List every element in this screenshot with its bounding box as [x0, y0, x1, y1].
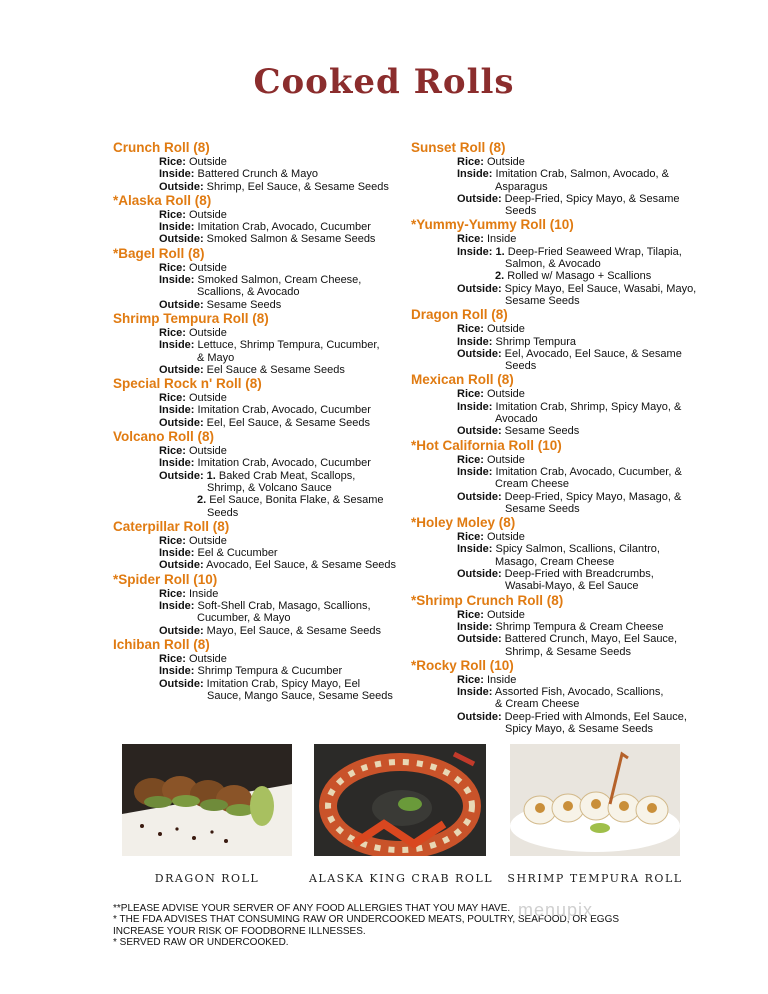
- roll-detail-line: [411, 556, 721, 568]
- detail-label: Outside:: [159, 416, 204, 429]
- detail-label: Inside:: [457, 620, 493, 633]
- roll-detail-line: [113, 352, 413, 364]
- detail-text: Inside: [483, 673, 517, 686]
- footnote-line: * THE FDA ADVISES THAT CONSUMING RAW OR UNDERCOOKED MEATS, POULTRY, SEAFOOD, OR EGGS: [113, 914, 620, 926]
- detail-label: Outside:: [457, 710, 502, 723]
- roll-detail-line: [411, 633, 721, 645]
- roll-detail-line: [411, 270, 721, 282]
- footnote-line: * SERVED RAW OR UNDERCOOKED.: [113, 936, 289, 948]
- roll-detail-line: [113, 209, 413, 221]
- detail-text: Baked Crab Meat, Scallops,: [215, 469, 356, 482]
- roll-name: *Spider Roll (10): [113, 571, 218, 587]
- roll-detail-line: [113, 588, 413, 600]
- detail-label: Outside:: [457, 192, 502, 205]
- roll-detail-line: [113, 612, 413, 624]
- roll-detail-line: [411, 323, 721, 335]
- detail-text: Sesame Seeds: [501, 425, 580, 438]
- menu-item: [113, 193, 413, 246]
- menu-item: [113, 311, 413, 376]
- roll-detail-line: [411, 258, 721, 270]
- roll-detail-line: [411, 531, 721, 543]
- roll-detail-line: [113, 457, 413, 469]
- detail-label: Inside:: [159, 221, 195, 234]
- roll-detail-line: [411, 425, 721, 437]
- footnote-line: INCREASE YOUR RISK OF FOODBORNE ILLNESSES.: [113, 925, 366, 937]
- menu-item: [411, 217, 721, 307]
- roll-name: *Rocky Roll (10): [411, 657, 514, 673]
- detail-label: Rice:: [159, 261, 186, 274]
- detail-text: Deep-Fried Seaweed Wrap, Tilapia,: [504, 245, 682, 258]
- menu-item: [411, 593, 721, 658]
- detail-label: Outside: 1.: [159, 469, 216, 482]
- detail-text: Seeds: [505, 205, 537, 218]
- detail-text: Spicy Mayo, & Sesame Seeds: [505, 722, 653, 735]
- roll-name: *Bagel Roll (8): [113, 245, 205, 261]
- left-roll-column: [113, 140, 413, 702]
- detail-text: Smoked Salmon, Cream Cheese,: [194, 274, 362, 287]
- detail-text: Outside: [483, 608, 525, 621]
- roll-name: Volcano Roll (8): [113, 429, 215, 445]
- detail-label: Inside: 1.: [457, 245, 505, 258]
- menu-item: [113, 246, 413, 311]
- roll-detail-line: [113, 168, 413, 180]
- detail-label: Rice:: [159, 445, 186, 458]
- detail-label: Rice:: [457, 323, 484, 336]
- roll-detail-line: [411, 360, 721, 372]
- detail-text: Cream Cheese: [495, 478, 569, 491]
- detail-label: Outside:: [159, 180, 204, 193]
- detail-label: Rice:: [457, 233, 484, 246]
- roll-detail-line: [113, 470, 413, 482]
- detail-label: Inside:: [159, 274, 195, 287]
- menu-item: [411, 438, 721, 515]
- detail-label: Inside:: [159, 168, 195, 181]
- detail-label: Inside:: [457, 543, 493, 556]
- detail-text: Spicy Salmon, Scallions, Cilantro,: [492, 543, 660, 556]
- roll-detail-line: [411, 283, 721, 295]
- detail-text: Eel, Eel Sauce, & Sesame Seeds: [203, 416, 370, 429]
- roll-detail-line: [113, 392, 413, 404]
- roll-detail-line: [411, 478, 721, 490]
- detail-label: Rice:: [159, 534, 186, 547]
- photo-caption-shrimp-tempura-roll: SHRIMP TEMPURA ROLL: [507, 872, 683, 885]
- detail-label: Outside:: [159, 363, 204, 376]
- detail-text: Inside: [185, 587, 219, 600]
- detail-label: Rice:: [457, 531, 484, 544]
- shrimp-tempura-roll-photo: [510, 744, 680, 856]
- roll-detail-line: [411, 646, 721, 658]
- detail-text: Imitation Crab, Spicy Mayo, Eel: [203, 677, 361, 690]
- detail-text: Asparagus: [495, 180, 548, 193]
- roll-name: *Alaska Roll (8): [113, 192, 212, 208]
- detail-text: Outside: [185, 534, 227, 547]
- menu-item: [113, 572, 413, 637]
- detail-label: Rice:: [457, 156, 484, 168]
- roll-detail-line: [113, 653, 413, 665]
- detail-text: Sauce, Mango Sauce, Sesame Seeds: [207, 689, 393, 702]
- roll-name: Dragon Roll (8): [411, 307, 508, 323]
- detail-text: Shrimp Tempura & Cucumber: [194, 665, 343, 678]
- roll-detail-line: [411, 181, 721, 193]
- detail-text: & Cream Cheese: [495, 698, 580, 711]
- roll-name: Sunset Roll (8): [411, 140, 506, 155]
- detail-text: Battered Crunch & Mayo: [194, 168, 318, 181]
- right-roll-column: [411, 140, 721, 735]
- detail-text: Deep-Fried with Breadcrumbs,: [501, 568, 654, 581]
- detail-label: Outside:: [159, 559, 204, 572]
- detail-text: Deep-Fried, Spicy Mayo, Masago, &: [501, 490, 682, 503]
- detail-text: Seeds: [207, 506, 239, 519]
- detail-text: Outside: [185, 261, 227, 274]
- roll-name: *Hot California Roll (10): [411, 437, 562, 453]
- roll-detail-line: [113, 559, 413, 571]
- detail-text: Sesame Seeds: [505, 294, 580, 307]
- menu-item: [113, 376, 413, 429]
- roll-detail-line: [411, 686, 721, 698]
- detail-text: Spicy Mayo, Eel Sauce, Wasabi, Mayo,: [501, 282, 697, 295]
- detail-text: Outside: [483, 156, 525, 168]
- detail-text: Outside: [185, 392, 227, 405]
- roll-detail-line: [113, 181, 413, 193]
- detail-text: Outside: [185, 445, 227, 458]
- detail-label: Rice:: [457, 673, 484, 686]
- roll-detail-line: [113, 274, 413, 286]
- detail-text: Imitation Crab, Avocado, Cucumber: [194, 221, 371, 234]
- alaska-king-crab-roll-photo: [314, 744, 486, 856]
- roll-detail-line: [113, 262, 413, 274]
- roll-detail-line: [411, 698, 721, 710]
- detail-label: Outside:: [457, 282, 502, 295]
- roll-detail-line: [113, 507, 413, 519]
- detail-label: Inside:: [457, 168, 493, 181]
- roll-detail-line: [411, 543, 721, 555]
- detail-text: Assorted Fish, Avocado, Scallions,: [492, 686, 664, 699]
- roll-detail-line: [411, 723, 721, 735]
- roll-name: Ichiban Roll (8): [113, 636, 210, 652]
- detail-label: Inside:: [159, 339, 195, 352]
- detail-label: Rice:: [159, 587, 186, 600]
- roll-detail-line: [411, 156, 721, 168]
- detail-label: Rice:: [159, 652, 186, 665]
- roll-detail-line: [411, 233, 721, 245]
- detail-text: Inside: [483, 233, 517, 246]
- roll-detail-line: [411, 454, 721, 466]
- roll-detail-line: [411, 491, 721, 503]
- roll-detail-line: [411, 503, 721, 515]
- roll-name: Special Rock n' Roll (8): [113, 376, 262, 392]
- menu-item: [113, 140, 413, 193]
- roll-detail-line: [113, 690, 413, 702]
- roll-detail-line: [113, 233, 413, 245]
- detail-label: Inside:: [457, 686, 493, 699]
- detail-label: Inside:: [159, 404, 195, 417]
- roll-detail-line: [411, 674, 721, 686]
- detail-label: Rice:: [159, 208, 186, 221]
- roll-detail-line: [411, 388, 721, 400]
- detail-label: Rice:: [159, 392, 186, 405]
- detail-text: Outside: [185, 326, 227, 339]
- detail-label: Inside:: [159, 665, 195, 678]
- roll-detail-line: [113, 417, 413, 429]
- roll-name: Crunch Roll (8): [113, 140, 210, 155]
- roll-detail-line: [411, 466, 721, 478]
- roll-detail-line: [113, 494, 413, 506]
- detail-text: Scallions, & Avocado: [197, 286, 300, 299]
- detail-label: Outside:: [457, 633, 502, 646]
- roll-detail-line: [411, 336, 721, 348]
- detail-text: Lettuce, Shrimp Tempura, Cucumber,: [194, 339, 380, 352]
- detail-text: Rolled w/ Masago + Scallions: [504, 270, 652, 283]
- detail-text: Imitation Crab, Shrimp, Spicy Mayo, &: [492, 400, 682, 413]
- detail-label: Inside:: [159, 600, 195, 613]
- roll-detail-line: [411, 413, 721, 425]
- dragon-roll-photo: [122, 744, 292, 856]
- detail-label: Outside:: [159, 233, 204, 246]
- detail-label: Outside:: [457, 568, 502, 581]
- detail-label: Inside:: [457, 465, 493, 478]
- roll-detail-line: [113, 156, 413, 168]
- detail-label: Outside:: [457, 425, 502, 438]
- detail-text: Avocado: [495, 413, 538, 426]
- detail-text: Eel Sauce & Sesame Seeds: [203, 363, 345, 376]
- roll-name: *Holey Moley (8): [411, 515, 516, 531]
- detail-text: Deep-Fried with Almonds, Eel Sauce,: [501, 710, 687, 723]
- detail-text: Shrimp Tempura: [492, 335, 577, 348]
- photo-strip: [0, 744, 768, 856]
- detail-text: Outside: [483, 323, 525, 336]
- roll-detail-line: [411, 568, 721, 580]
- menu-item: [113, 429, 413, 519]
- detail-label: Rice:: [457, 453, 484, 466]
- roll-name: Shrimp Tempura Roll (8): [113, 310, 269, 326]
- detail-label: Outside:: [457, 347, 502, 360]
- roll-detail-line: [411, 295, 721, 307]
- roll-detail-line: [113, 547, 413, 559]
- detail-text: Eel, Avocado, Eel Sauce, & Sesame: [501, 347, 682, 360]
- detail-label: Rice:: [159, 326, 186, 339]
- menu-item: [411, 515, 721, 592]
- detail-text: Outside: [185, 156, 227, 168]
- detail-text: Mayo, Eel Sauce, & Sesame Seeds: [203, 624, 381, 637]
- detail-text: Outside: [483, 453, 525, 466]
- roll-detail-line: [113, 600, 413, 612]
- page-title: Cooked Rolls: [253, 62, 515, 102]
- detail-text: Wasabi-Mayo, & Eel Sauce: [505, 580, 639, 593]
- detail-text: Battered Crunch, Mayo, Eel Sauce,: [501, 633, 678, 646]
- detail-text: Shrimp, & Sesame Seeds: [505, 645, 631, 658]
- menu-item: [411, 372, 721, 437]
- detail-text: Deep-Fried, Spicy Mayo, & Sesame: [501, 192, 680, 205]
- detail-text: Soft-Shell Crab, Masago, Scallions,: [194, 600, 371, 613]
- menu-item: [411, 307, 721, 372]
- roll-detail-line: [411, 711, 721, 723]
- detail-label: Rice:: [457, 608, 484, 621]
- roll-detail-line: [411, 246, 721, 258]
- roll-detail-line: [113, 299, 413, 311]
- roll-name: Caterpillar Roll (8): [113, 518, 230, 534]
- menu-item: [113, 519, 413, 572]
- detail-label: Outside:: [457, 490, 502, 503]
- menu-item: [411, 658, 721, 735]
- roll-detail-line: [411, 401, 721, 413]
- detail-text: Cucumber, & Mayo: [197, 612, 291, 625]
- detail-text: Imitation Crab, Avocado, Cucumber: [194, 457, 371, 470]
- detail-label: Rice:: [457, 388, 484, 401]
- detail-label: Inside:: [457, 400, 493, 413]
- detail-text: Imitation Crab, Avocado, Cucumber: [194, 404, 371, 417]
- menu-item: [113, 637, 413, 702]
- detail-label: Inside:: [159, 457, 195, 470]
- detail-text: Shrimp, Eel Sauce, & Sesame Seeds: [203, 180, 389, 193]
- roll-detail-line: [411, 348, 721, 360]
- roll-detail-line: [113, 364, 413, 376]
- roll-detail-line: [113, 625, 413, 637]
- detail-text: Outside: [483, 531, 525, 544]
- roll-name: Mexican Roll (8): [411, 372, 514, 388]
- detail-text: Imitation Crab, Salmon, Avocado, &: [492, 168, 669, 181]
- detail-text: Shrimp, & Volcano Sauce: [207, 481, 332, 494]
- photo-caption-alaska-king-crab-roll: ALASKA KING CRAB ROLL: [308, 872, 494, 885]
- roll-detail-line: [113, 665, 413, 677]
- roll-detail-line: [411, 580, 721, 592]
- detail-text: Eel & Cucumber: [194, 547, 278, 560]
- roll-detail-line: [411, 621, 721, 633]
- roll-name: *Shrimp Crunch Roll (8): [411, 592, 564, 608]
- photo-caption-dragon-roll: DRAGON ROLL: [154, 872, 260, 885]
- roll-detail-line: [411, 168, 721, 180]
- roll-detail-line: [113, 678, 413, 690]
- detail-text: & Mayo: [197, 351, 235, 364]
- roll-detail-line: [113, 327, 413, 339]
- detail-text: Outside: [185, 208, 227, 221]
- menu-item: [411, 140, 721, 217]
- roll-detail-line: [113, 221, 413, 233]
- roll-detail-line: [113, 445, 413, 457]
- roll-detail-line: [113, 286, 413, 298]
- detail-text: Avocado, Eel Sauce, & Sesame Seeds: [203, 559, 397, 572]
- detail-label: Outside:: [159, 677, 204, 690]
- footnote-line: **PLEASE ADVISE YOUR SERVER OF ANY FOOD ALLERGIES THAT YOU MAY HAVE.: [113, 903, 511, 914]
- roll-detail-line: [113, 339, 413, 351]
- roll-detail-line: [113, 404, 413, 416]
- roll-detail-line: [411, 205, 721, 217]
- detail-text: Eel Sauce, Bonita Flake, & Sesame: [206, 494, 384, 507]
- detail-text: Masago, Cream Cheese: [495, 555, 615, 568]
- detail-text: Sesame Seeds: [505, 502, 580, 515]
- roll-detail-line: [113, 535, 413, 547]
- detail-label: Outside:: [159, 624, 204, 637]
- roll-detail-line: [113, 482, 413, 494]
- detail-label: Inside:: [159, 547, 195, 560]
- detail-label: Inside:: [457, 335, 493, 348]
- watermark: menupix: [518, 900, 594, 920]
- detail-text: Sesame Seeds: [203, 298, 282, 311]
- detail-text: Outside: [483, 388, 525, 401]
- detail-label: 2.: [495, 270, 505, 283]
- roll-name: *Yummy-Yummy Roll (10): [411, 217, 574, 233]
- detail-text: Salmon, & Avocado: [505, 258, 601, 271]
- detail-label: 2.: [197, 494, 207, 507]
- detail-text: Shrimp Tempura & Cream Cheese: [492, 620, 664, 633]
- detail-text: Imitation Crab, Avocado, Cucumber, &: [492, 465, 682, 478]
- detail-text: Outside: [185, 652, 227, 665]
- roll-detail-line: [411, 193, 721, 205]
- roll-detail-line: [411, 609, 721, 621]
- detail-text: Smoked Salmon & Sesame Seeds: [203, 233, 376, 246]
- detail-label: Outside:: [159, 298, 204, 311]
- detail-text: Seeds: [505, 360, 537, 373]
- detail-label: Rice:: [159, 156, 186, 168]
